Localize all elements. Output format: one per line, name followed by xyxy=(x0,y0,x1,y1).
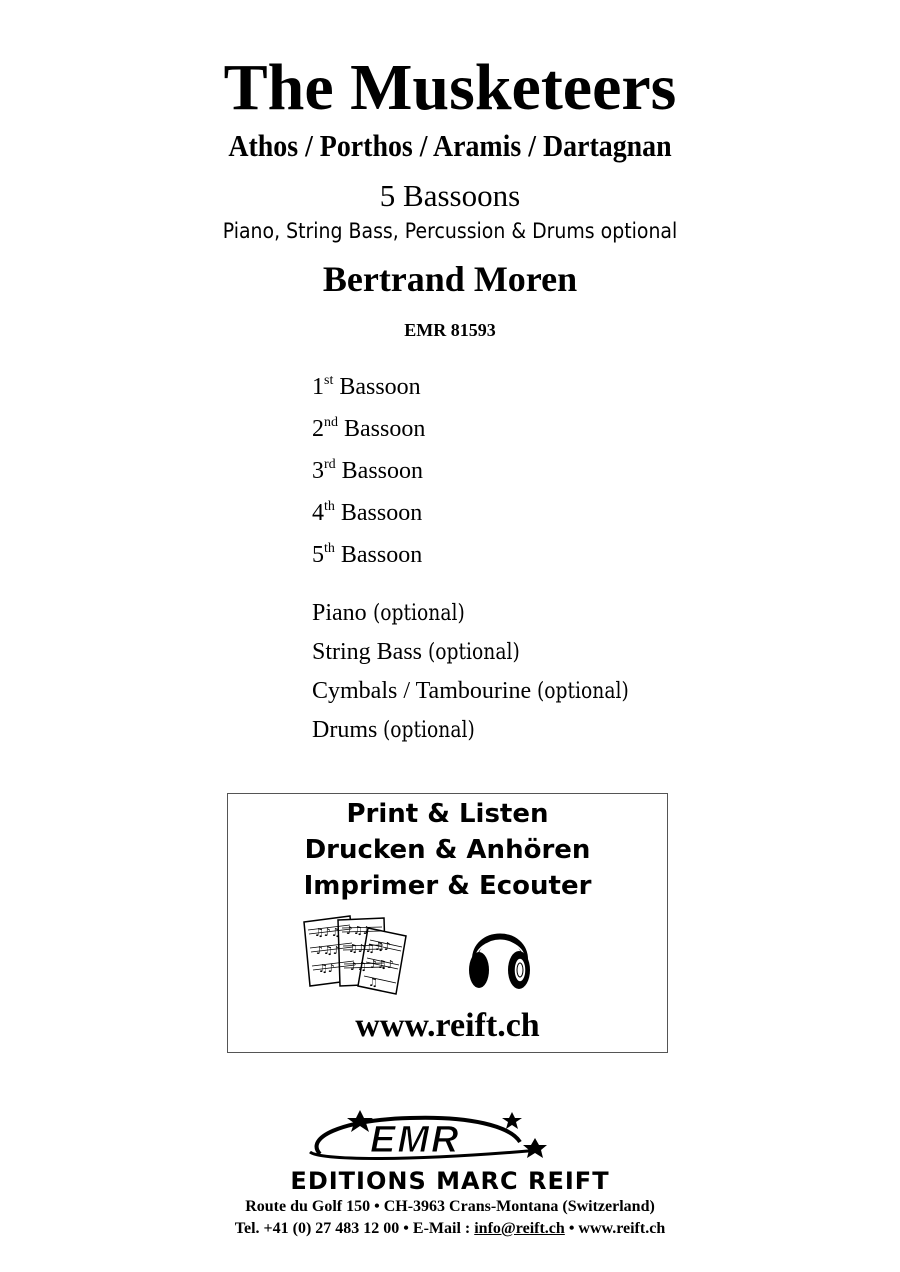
page-title: The Musketeers xyxy=(223,51,677,124)
part-item: 3rd Bassoon xyxy=(312,457,424,484)
promo-line: Print & Listen xyxy=(346,799,549,829)
optional-parts-list xyxy=(312,594,812,750)
subtitle: Athos / Porthos / Aramis / Dartagnan xyxy=(228,128,672,163)
svg-text:♫♪: ♫♪ xyxy=(374,940,391,953)
website-link[interactable]: www.reift.ch xyxy=(355,1007,540,1044)
part-item: 4th Bassoon xyxy=(312,499,423,526)
svg-text:♪♫: ♪♫ xyxy=(350,960,367,973)
sheet-music-icon xyxy=(298,914,413,996)
svg-text:♪♫♪: ♪♫♪ xyxy=(346,924,370,937)
optional-part-item: Drums (optional) xyxy=(312,717,476,743)
publisher-name: EDITIONS MARC REIFT xyxy=(290,1167,610,1195)
optional-part-item: String Bass (optional) xyxy=(312,639,520,665)
print-listen-box xyxy=(227,793,668,1053)
part-item: 1st Bassoon xyxy=(312,373,421,400)
part-item: 2nd Bassoon xyxy=(312,415,426,442)
instrumentation: 5 Bassoons xyxy=(379,178,521,213)
optional-part-item: Piano (optional) xyxy=(312,600,465,626)
svg-text:♫♪: ♫♪ xyxy=(318,962,335,975)
svg-text:♫♪♫: ♫♪♫ xyxy=(314,926,341,939)
optional-part-item: Cymbals / Tambourine (optional) xyxy=(312,678,629,704)
headphones-icon xyxy=(465,918,535,998)
promo-line: Imprimer & Ecouter xyxy=(303,871,592,901)
svg-text:♪♫♪: ♪♫♪ xyxy=(370,958,394,971)
svg-text:♪♫♪: ♪♫♪ xyxy=(316,944,340,957)
svg-text:♫: ♫ xyxy=(368,976,378,989)
catalog-number: EMR 81593 xyxy=(404,320,496,340)
publisher-contact: Tel. +41 (0) 27 483 12 00 • E-Mail : info@reift.ch • www.reift.ch xyxy=(234,1220,666,1237)
optional-instruments: Piano, String Bass, Percussion & Drums optional xyxy=(222,219,678,243)
parts-list xyxy=(312,368,812,578)
logo-text: EMR xyxy=(370,1119,461,1161)
email-link[interactable]: info@reift.ch xyxy=(474,1220,565,1237)
emr-logo xyxy=(250,1108,650,1168)
part-item: 5th Bassoon xyxy=(312,541,423,568)
svg-text:♫♪♫: ♫♪♫ xyxy=(348,942,375,955)
promo-line: Drucken & Anhören xyxy=(304,835,591,865)
composer-name: Bertrand Moren xyxy=(322,259,578,299)
publisher-address: Route du Golf 150 • CH-3963 Crans-Montana (Switzerland) xyxy=(245,1198,655,1215)
